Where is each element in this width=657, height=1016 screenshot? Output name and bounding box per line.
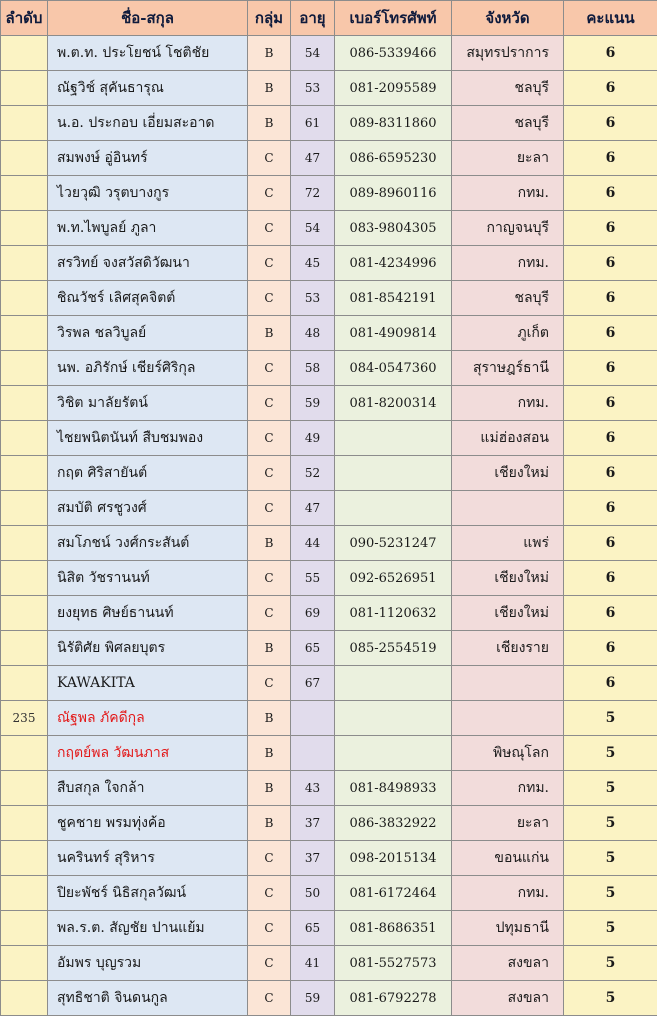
- phone-cell[interactable]: 086-6595230: [335, 141, 452, 176]
- age-cell[interactable]: 37: [291, 841, 335, 876]
- province-cell[interactable]: กทม.: [452, 771, 564, 806]
- header-rank[interactable]: ลำดับ: [1, 1, 48, 36]
- table-row: [1, 176, 657, 211]
- name-cell[interactable]: KAWAKITA: [48, 666, 248, 701]
- rank-cell[interactable]: [1, 211, 48, 246]
- province-cell[interactable]: กทม.: [452, 246, 564, 281]
- age-cell[interactable]: 50: [291, 876, 335, 911]
- score-cell[interactable]: 6: [564, 456, 657, 491]
- rank-cell[interactable]: [1, 736, 48, 771]
- phone-cell[interactable]: 098-2015134: [335, 841, 452, 876]
- group-cell[interactable]: C: [248, 386, 291, 421]
- province-cell[interactable]: สมุทรปราการ: [452, 36, 564, 71]
- province-cell[interactable]: กทม.: [452, 386, 564, 421]
- age-cell[interactable]: 44: [291, 526, 335, 561]
- name-cell[interactable]: วิรพล ชลวิบูลย์: [48, 316, 248, 351]
- age-cell[interactable]: 55: [291, 561, 335, 596]
- group-cell[interactable]: B: [248, 771, 291, 806]
- header-row: [1, 1, 657, 36]
- rank-cell[interactable]: [1, 841, 48, 876]
- rank-cell[interactable]: [1, 141, 48, 176]
- group-cell[interactable]: C: [248, 666, 291, 701]
- phone-cell[interactable]: [335, 456, 452, 491]
- table-row: [1, 666, 657, 701]
- province-cell[interactable]: ชลบุรี: [452, 106, 564, 141]
- rank-cell[interactable]: [1, 316, 48, 351]
- rank-cell[interactable]: [1, 281, 48, 316]
- score-cell[interactable]: 6: [564, 281, 657, 316]
- name-cell[interactable]: นิสิต วัชรานนท์: [48, 561, 248, 596]
- rank-cell[interactable]: [1, 561, 48, 596]
- score-cell[interactable]: 6: [564, 561, 657, 596]
- phone-cell[interactable]: 081-8498933: [335, 771, 452, 806]
- table-row: [1, 806, 657, 841]
- score-cell[interactable]: 6: [564, 526, 657, 561]
- group-cell[interactable]: C: [248, 281, 291, 316]
- phone-cell[interactable]: 081-8542191: [335, 281, 452, 316]
- table-row: [1, 841, 657, 876]
- name-cell[interactable]: ไชยพนิตนันท์ สืบชมพอง: [48, 421, 248, 456]
- phone-cell[interactable]: 081-8200314: [335, 386, 452, 421]
- rank-cell[interactable]: [1, 456, 48, 491]
- score-cell[interactable]: 6: [564, 141, 657, 176]
- score-cell[interactable]: 5: [564, 876, 657, 911]
- age-cell[interactable]: 49: [291, 421, 335, 456]
- province-cell[interactable]: กทม.: [452, 876, 564, 911]
- rank-cell[interactable]: [1, 911, 48, 946]
- group-cell[interactable]: C: [248, 596, 291, 631]
- table-row: [1, 71, 657, 106]
- age-cell[interactable]: 47: [291, 491, 335, 526]
- phone-cell[interactable]: [335, 491, 452, 526]
- group-cell[interactable]: C: [248, 456, 291, 491]
- age-cell[interactable]: 59: [291, 981, 335, 1016]
- phone-cell[interactable]: 081-6792278: [335, 981, 452, 1016]
- province-cell[interactable]: เชียงใหม่: [452, 456, 564, 491]
- name-cell[interactable]: ปิยะพัชร์ นิธิสกุลวัฒน์: [48, 876, 248, 911]
- rank-cell[interactable]: [1, 71, 48, 106]
- phone-cell[interactable]: [335, 421, 452, 456]
- province-cell[interactable]: ภูเก็ต: [452, 316, 564, 351]
- header-phone[interactable]: เบอร์โทรศัพท์: [335, 1, 452, 36]
- group-cell[interactable]: B: [248, 701, 291, 736]
- group-cell[interactable]: C: [248, 911, 291, 946]
- age-cell[interactable]: 65: [291, 911, 335, 946]
- age-cell[interactable]: 65: [291, 631, 335, 666]
- province-cell[interactable]: พิษณุโลก: [452, 736, 564, 771]
- phone-cell[interactable]: 090-5231247: [335, 526, 452, 561]
- rank-cell[interactable]: [1, 246, 48, 281]
- rank-cell[interactable]: 235: [1, 701, 48, 736]
- province-cell[interactable]: [452, 666, 564, 701]
- phone-cell[interactable]: 085-2554519: [335, 631, 452, 666]
- rank-cell[interactable]: [1, 946, 48, 981]
- age-cell[interactable]: 72: [291, 176, 335, 211]
- name-cell[interactable]: นครินทร์ สุริหาร: [48, 841, 248, 876]
- age-cell[interactable]: 61: [291, 106, 335, 141]
- rank-cell[interactable]: [1, 421, 48, 456]
- age-cell[interactable]: 45: [291, 246, 335, 281]
- province-cell[interactable]: สงขลา: [452, 981, 564, 1016]
- score-cell[interactable]: 6: [564, 421, 657, 456]
- province-cell[interactable]: สุราษฎร์ธานี: [452, 351, 564, 386]
- province-cell[interactable]: ชลบุรี: [452, 71, 564, 106]
- group-cell[interactable]: C: [248, 561, 291, 596]
- name-cell[interactable]: พล.ร.ต. สัญชัย ปานแย้ม: [48, 911, 248, 946]
- name-cell[interactable]: ไวยวุฒิ วรุตบางกูร: [48, 176, 248, 211]
- name-cell[interactable]: ชูคชาย พรมทุ่งค้อ: [48, 806, 248, 841]
- table-body: [1, 36, 657, 1016]
- table-row: [1, 631, 657, 666]
- province-cell[interactable]: [452, 701, 564, 736]
- table-row: [1, 316, 657, 351]
- table-row: [1, 36, 657, 71]
- group-cell[interactable]: C: [248, 141, 291, 176]
- score-cell[interactable]: 5: [564, 841, 657, 876]
- name-cell[interactable]: กฤต ศิริสายันต์: [48, 456, 248, 491]
- province-cell[interactable]: [452, 491, 564, 526]
- phone-cell[interactable]: 084-0547360: [335, 351, 452, 386]
- group-cell[interactable]: B: [248, 36, 291, 71]
- score-cell[interactable]: 5: [564, 736, 657, 771]
- group-cell[interactable]: B: [248, 736, 291, 771]
- age-cell[interactable]: 52: [291, 456, 335, 491]
- table-row: [1, 876, 657, 911]
- phone-cell[interactable]: 089-8311860: [335, 106, 452, 141]
- name-cell[interactable]: วิชิต มาลัยรัตน์: [48, 386, 248, 421]
- group-cell[interactable]: C: [248, 421, 291, 456]
- table-row: [1, 526, 657, 561]
- name-cell[interactable]: นิรัติศัย พิศลยบุตร: [48, 631, 248, 666]
- group-cell[interactable]: C: [248, 176, 291, 211]
- age-cell[interactable]: 54: [291, 211, 335, 246]
- phone-cell[interactable]: 081-2095589: [335, 71, 452, 106]
- rank-cell[interactable]: [1, 806, 48, 841]
- group-cell[interactable]: C: [248, 876, 291, 911]
- name-cell[interactable]: พ.ท.ไพบูลย์ ภูลา: [48, 211, 248, 246]
- name-cell[interactable]: สุทธิชาติ จินดนกูล: [48, 981, 248, 1016]
- table-row: [1, 911, 657, 946]
- phone-cell[interactable]: [335, 736, 452, 771]
- age-cell[interactable]: 59: [291, 386, 335, 421]
- name-cell[interactable]: ณัฐพล ภัคดีกุล: [48, 701, 248, 736]
- score-cell[interactable]: 6: [564, 316, 657, 351]
- table-row: [1, 981, 657, 1016]
- header-province[interactable]: จังหวัด: [452, 1, 564, 36]
- group-cell[interactable]: C: [248, 491, 291, 526]
- phone-cell[interactable]: 089-8960116: [335, 176, 452, 211]
- name-cell[interactable]: สืบสกุล ใจกล้า: [48, 771, 248, 806]
- phone-cell[interactable]: 086-5339466: [335, 36, 452, 71]
- group-cell[interactable]: C: [248, 246, 291, 281]
- group-cell[interactable]: B: [248, 316, 291, 351]
- table-row: [1, 561, 657, 596]
- group-cell[interactable]: B: [248, 71, 291, 106]
- rank-cell[interactable]: [1, 386, 48, 421]
- score-cell[interactable]: 5: [564, 771, 657, 806]
- phone-cell[interactable]: 081-4234996: [335, 246, 452, 281]
- age-cell[interactable]: 41: [291, 946, 335, 981]
- score-cell[interactable]: 5: [564, 701, 657, 736]
- table-row: [1, 246, 657, 281]
- name-cell[interactable]: สมพงษ์ อู่อินทร์: [48, 141, 248, 176]
- header-group[interactable]: กลุ่ม: [248, 1, 291, 36]
- age-cell[interactable]: [291, 736, 335, 771]
- age-cell[interactable]: 47: [291, 141, 335, 176]
- table-row: [1, 736, 657, 771]
- score-cell[interactable]: 6: [564, 596, 657, 631]
- table-row: [1, 456, 657, 491]
- score-cell[interactable]: 5: [564, 946, 657, 981]
- age-cell[interactable]: 37: [291, 806, 335, 841]
- province-cell[interactable]: แม่ฮ่องสอน: [452, 421, 564, 456]
- age-cell[interactable]: 67: [291, 666, 335, 701]
- table-row: [1, 211, 657, 246]
- group-cell[interactable]: C: [248, 841, 291, 876]
- group-cell[interactable]: B: [248, 526, 291, 561]
- phone-cell[interactable]: 086-3832922: [335, 806, 452, 841]
- group-cell[interactable]: B: [248, 106, 291, 141]
- name-cell[interactable]: น.อ. ประกอบ เอี่ยมสะอาด: [48, 106, 248, 141]
- score-cell[interactable]: 6: [564, 71, 657, 106]
- name-cell[interactable]: สมโภชน์ วงศ์กระสันต์: [48, 526, 248, 561]
- name-cell[interactable]: พ.ต.ท. ประโยชน์ โชติชัย: [48, 36, 248, 71]
- name-cell[interactable]: อัมพร บุญรวม: [48, 946, 248, 981]
- table-row: [1, 386, 657, 421]
- score-cell[interactable]: 6: [564, 666, 657, 701]
- province-cell[interactable]: ขอนแก่น: [452, 841, 564, 876]
- rank-cell[interactable]: [1, 876, 48, 911]
- province-cell[interactable]: ยะลา: [452, 806, 564, 841]
- table-row: [1, 771, 657, 806]
- age-cell[interactable]: 43: [291, 771, 335, 806]
- age-cell[interactable]: 53: [291, 281, 335, 316]
- table-row: [1, 421, 657, 456]
- province-cell[interactable]: ปทุมธานี: [452, 911, 564, 946]
- age-cell[interactable]: 53: [291, 71, 335, 106]
- score-cell[interactable]: 6: [564, 211, 657, 246]
- phone-cell[interactable]: 081-8686351: [335, 911, 452, 946]
- age-cell[interactable]: 48: [291, 316, 335, 351]
- phone-cell[interactable]: 081-5527573: [335, 946, 452, 981]
- province-cell[interactable]: ชลบุรี: [452, 281, 564, 316]
- table-row: [1, 701, 657, 736]
- score-cell[interactable]: 6: [564, 106, 657, 141]
- age-cell[interactable]: 58: [291, 351, 335, 386]
- header-age[interactable]: อายุ: [291, 1, 335, 36]
- group-cell[interactable]: C: [248, 946, 291, 981]
- age-cell[interactable]: 69: [291, 596, 335, 631]
- rank-cell[interactable]: [1, 771, 48, 806]
- rank-cell[interactable]: [1, 36, 48, 71]
- rank-cell[interactable]: [1, 596, 48, 631]
- header-score[interactable]: คะแนน: [564, 1, 657, 36]
- score-cell[interactable]: 6: [564, 351, 657, 386]
- province-cell[interactable]: กทม.: [452, 176, 564, 211]
- group-cell[interactable]: C: [248, 981, 291, 1016]
- rank-cell[interactable]: [1, 491, 48, 526]
- group-cell[interactable]: C: [248, 211, 291, 246]
- province-cell[interactable]: เชียงใหม่: [452, 596, 564, 631]
- name-cell[interactable]: ยงยุทธ ศิษย์ธานนท์: [48, 596, 248, 631]
- rank-cell[interactable]: [1, 631, 48, 666]
- name-cell[interactable]: นพ. อภิรักษ์ เชียร์ศิริกุล: [48, 351, 248, 386]
- province-cell[interactable]: ยะลา: [452, 141, 564, 176]
- header-name[interactable]: ชื่อ-สกุล: [48, 1, 248, 36]
- score-cell[interactable]: 5: [564, 911, 657, 946]
- age-cell[interactable]: 54: [291, 36, 335, 71]
- phone-cell[interactable]: 081-1120632: [335, 596, 452, 631]
- score-cell[interactable]: 6: [564, 386, 657, 421]
- rank-cell[interactable]: [1, 666, 48, 701]
- score-cell[interactable]: 5: [564, 981, 657, 1016]
- province-cell[interactable]: แพร่: [452, 526, 564, 561]
- table-row: [1, 946, 657, 981]
- score-cell[interactable]: 6: [564, 491, 657, 526]
- table-row: [1, 106, 657, 141]
- group-cell[interactable]: C: [248, 351, 291, 386]
- score-cell[interactable]: 6: [564, 631, 657, 666]
- name-cell[interactable]: สมบัติ ศรชูวงศ์: [48, 491, 248, 526]
- rank-cell[interactable]: [1, 351, 48, 386]
- phone-cell[interactable]: 081-4909814: [335, 316, 452, 351]
- score-cell[interactable]: 5: [564, 806, 657, 841]
- name-cell[interactable]: ณัฐวิช์ สุคันธารุณ: [48, 71, 248, 106]
- rank-cell[interactable]: [1, 176, 48, 211]
- table-row: [1, 351, 657, 386]
- phone-cell[interactable]: [335, 666, 452, 701]
- phone-cell[interactable]: 083-9804305: [335, 211, 452, 246]
- group-cell[interactable]: B: [248, 806, 291, 841]
- phone-cell[interactable]: 092-6526951: [335, 561, 452, 596]
- rank-cell[interactable]: [1, 106, 48, 141]
- rank-cell[interactable]: [1, 526, 48, 561]
- province-cell[interactable]: เชียงใหม่: [452, 561, 564, 596]
- group-cell[interactable]: B: [248, 631, 291, 666]
- table-row: [1, 281, 657, 316]
- table-row: [1, 491, 657, 526]
- table-row: [1, 596, 657, 631]
- score-cell[interactable]: 6: [564, 176, 657, 211]
- province-cell[interactable]: กาญจนบุรี: [452, 211, 564, 246]
- province-cell[interactable]: สงขลา: [452, 946, 564, 981]
- score-cell[interactable]: 6: [564, 36, 657, 71]
- table-row: [1, 141, 657, 176]
- rank-cell[interactable]: [1, 981, 48, 1016]
- score-cell[interactable]: 6: [564, 246, 657, 281]
- phone-cell[interactable]: 081-6172464: [335, 876, 452, 911]
- name-cell[interactable]: ชิณวัชร์ เลิศสุคจิตต์: [48, 281, 248, 316]
- age-cell[interactable]: [291, 701, 335, 736]
- province-cell[interactable]: เชียงราย: [452, 631, 564, 666]
- phone-cell[interactable]: [335, 701, 452, 736]
- name-cell[interactable]: สรวิทย์ จงสวัสดิวัฒนา: [48, 246, 248, 281]
- name-cell[interactable]: กฤตย์พล วัฒนภาส: [48, 736, 248, 771]
